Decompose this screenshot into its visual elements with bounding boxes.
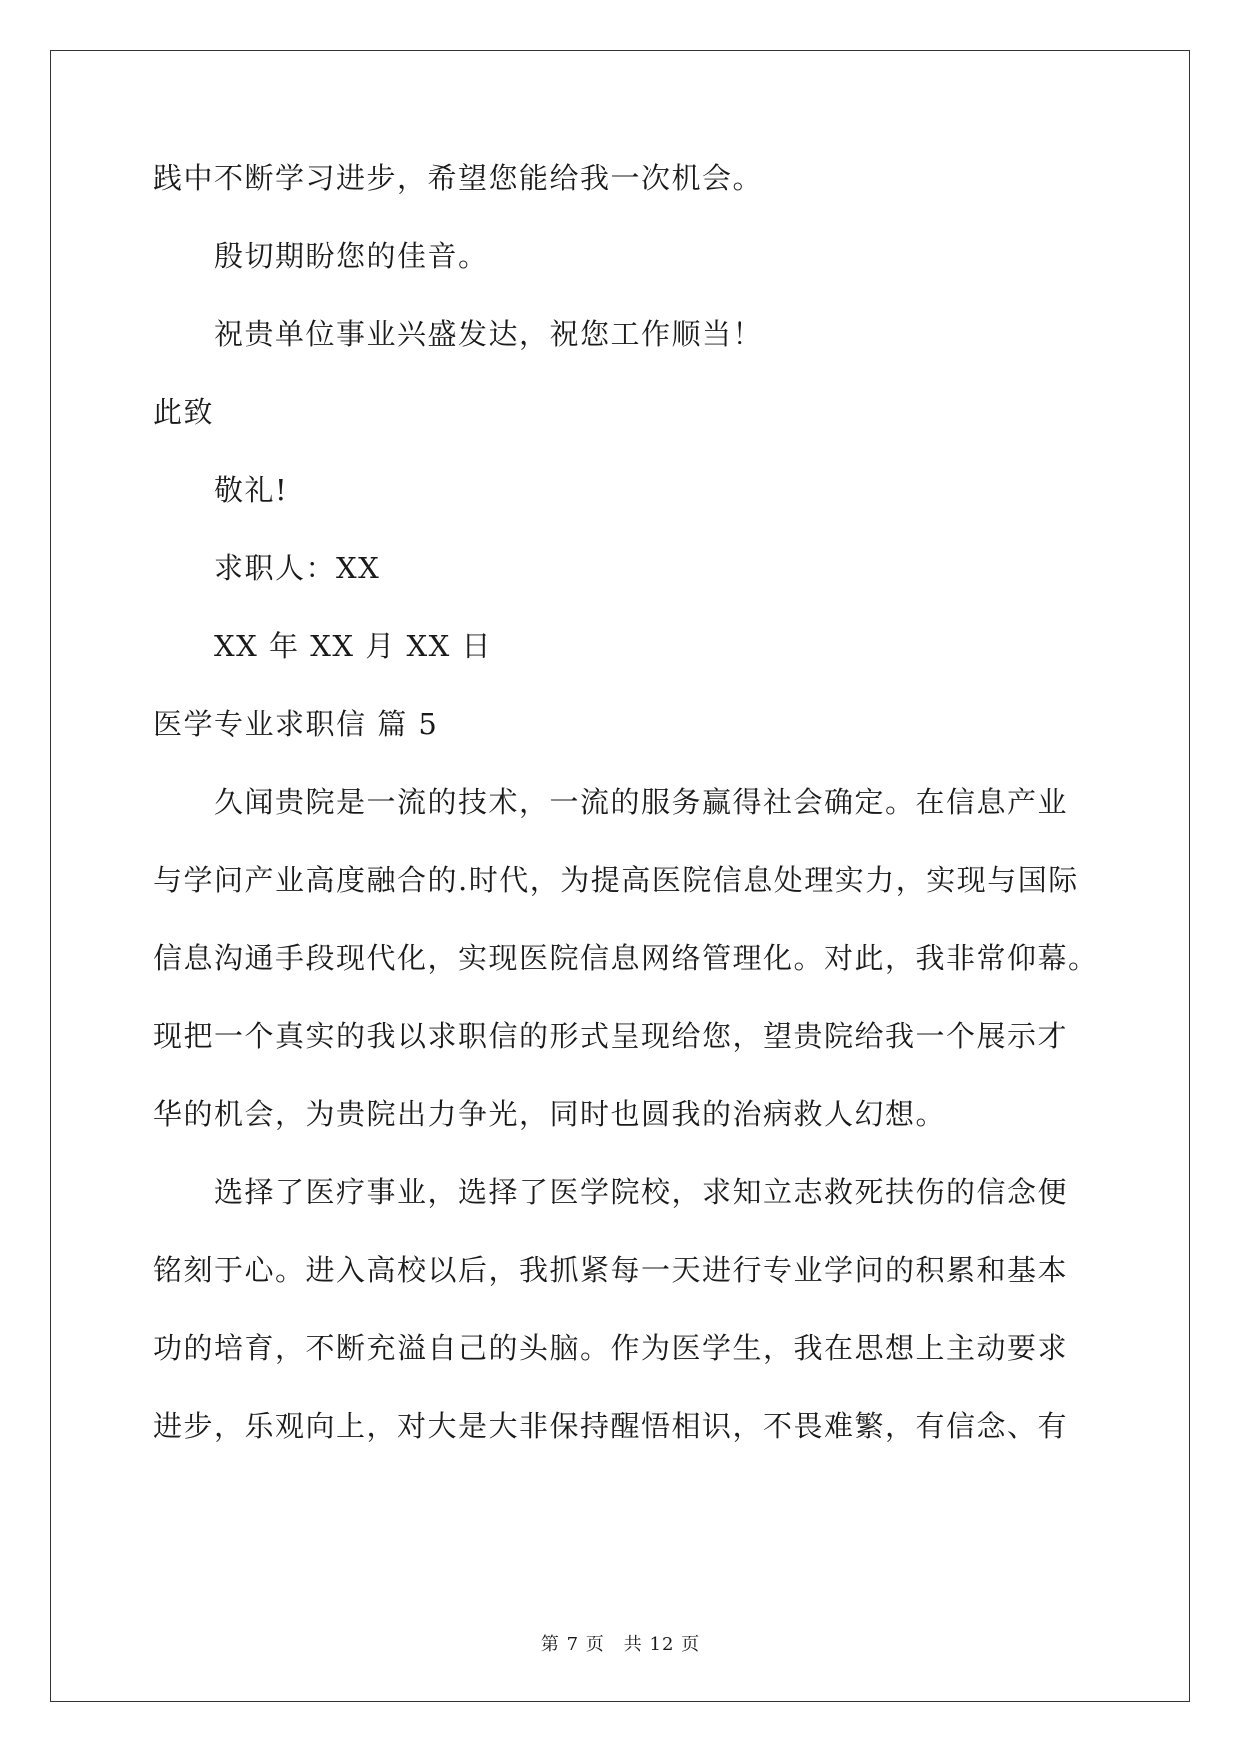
body-text-line: 久闻贵院是一流的技术，一流的服务赢得社会确定。在信息产业	[214, 785, 1069, 819]
body-text-line: 进步，乐观向上，对大是大非保持醒悟相识，不畏难繁，有信念、有	[153, 1409, 1069, 1443]
applicant-signature: 求职人：XX	[214, 551, 381, 585]
body-text-line: 功的培育，不断充溢自己的头脑。作为医学生，我在思想上主动要求	[153, 1331, 1069, 1365]
body-text-line: 与学问产业高度融合的.时代，为提高医院信息处理实力，实现与国际	[153, 863, 1079, 897]
body-text-line: 践中不断学习进步，希望您能给我一次机会。	[153, 161, 764, 195]
page-number-footer: 第 7 页 共 12 页	[540, 1634, 701, 1655]
letter-date: XX 年 XX 月 XX 日	[214, 629, 492, 663]
body-text-line: 铭刻于心。进入高校以后，我抓紧每一天进行专业学问的积累和基本	[153, 1253, 1069, 1287]
body-text-line: 华的机会，为贵院出力争光，同时也圆我的治病救人幻想。	[153, 1097, 947, 1131]
body-text-line: 选择了医疗事业，选择了医学院校，求知立志救死扶伤的信念便	[214, 1175, 1069, 1209]
body-text-line: 信息沟通手段现代化，实现医院信息网络管理化。对此，我非常仰幕。	[153, 941, 1099, 975]
body-text-line: 祝贵单位事业兴盛发达，祝您工作顺当！	[214, 317, 764, 351]
body-text-line: 殷切期盼您的佳音。	[214, 239, 489, 273]
salutation-closing: 此致	[153, 395, 215, 429]
body-text-line: 现把一个真实的我以求职信的形式呈现给您，望贵院给我一个展示才	[153, 1019, 1069, 1053]
section-heading: 医学专业求职信 篇 5	[153, 707, 439, 741]
salutation-respect: 敬礼!	[214, 473, 289, 507]
